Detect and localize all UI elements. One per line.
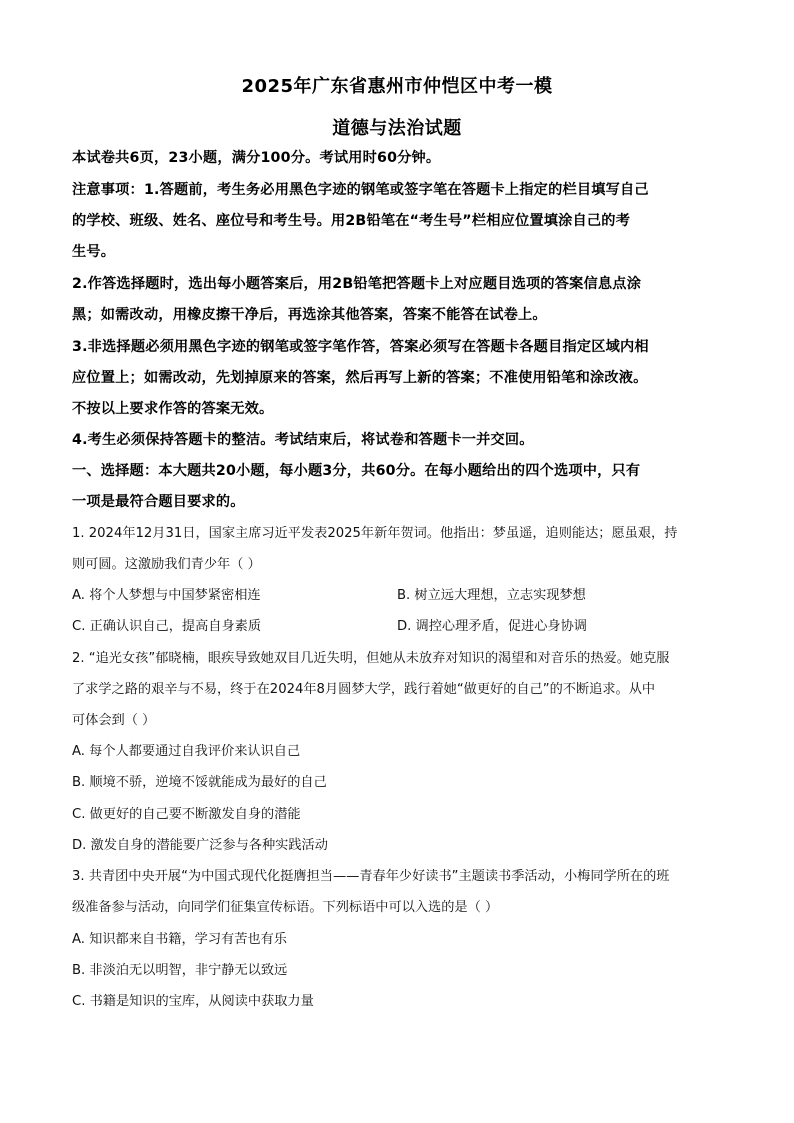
notice-line: 的学校、班级、姓名、座位号和考生号。用2B铅笔在“考生号”栏相应位置填涂自己的考 <box>72 213 631 229</box>
question-1-option-a: A. 将个人梦想与中国梦紧密相连 <box>72 588 261 603</box>
exam-summary: 本试卷共6页，23小题，满分100分。考试用时60分钟。 <box>72 150 441 166</box>
notice-line: 黑；如需改动，用橡皮擦干净后，再选涂其他答案，答案不能答在试卷上。 <box>72 307 547 323</box>
question-1-stem: 1. 2024年12月31日，国家主席习近平发表2025年新年贺词。他指出：梦虽遥，追则能达；愿虽艰，持 <box>72 526 678 541</box>
question-2-stem: 2. “追光女孩”郁晓楠，眼疾导致她双目几近失明，但她从未放弃对知识的渴望和对音乐的热爱。她克服 <box>72 651 670 666</box>
question-2-option-c: C. 做更好的自己要不断激发自身的潜能 <box>72 807 301 822</box>
question-2-option-d: D. 激发自身的潜能要广泛参与各种实践活动 <box>72 838 328 853</box>
question-1-option-c: C. 正确认识自己，提高自身素质 <box>72 619 262 634</box>
question-3-stem: 级准备参与活动，向同学们征集宣传标语。下列标语中可以入选的是（ ） <box>72 900 499 915</box>
notice-line: 注意事项：1.答题前，考生务必用黑色字迹的钢笔或签字笔在答题卡上指定的栏目填写自己 <box>72 182 649 198</box>
notice-line: 生号。 <box>72 244 116 260</box>
section-heading: 一、选择题：本大题共20小题，每小题3分，共60分。在每小题给出的四个选项中，只有 <box>72 463 641 479</box>
question-3-option-b: B. 非淡泊无以明智，非宁静无以致远 <box>72 963 288 978</box>
question-3-option-a: A. 知识都来自书籍，学习有苦也有乐 <box>72 932 287 947</box>
question-1-option-b: B. 树立远大理想，立志实现梦想 <box>397 588 586 603</box>
question-2-stem: 可体会到（ ） <box>72 713 156 728</box>
question-1-stem: 则可圆。这激励我们青少年（ ） <box>72 557 261 572</box>
exam-title: 2025年广东省惠州市仲恺区中考一模 <box>241 76 553 97</box>
question-2-option-a: A. 每个人都要通过自我评价来认识自己 <box>72 744 301 759</box>
section-heading: 一项是最符合题目要求的。 <box>72 494 245 510</box>
question-2-stem: 了求学之路的艰辛与不易，终于在2024年8月圆梦大学，践行着她“做更好的自己”的不断追求。从中 <box>72 682 656 697</box>
notice-line: 3.非选择题必须用黑色字迹的钢笔或签字笔作答，答案必须写在答题卡各题目指定区域内相 <box>72 339 649 355</box>
question-1-option-d: D. 调控心理矛盾，促进心身协调 <box>397 619 587 634</box>
notice-line: 不按以上要求作答的答案无效。 <box>72 401 274 417</box>
notice-line: 4.考生必须保持答题卡的整洁。考试结束后，将试卷和答题卡一并交回。 <box>72 432 534 448</box>
question-3-stem: 3. 共青团中央开展“为中国式现代化挺膺担当——青春年少好读书”主题读书季活动，小梅同学所在的班 <box>72 869 670 884</box>
exam-subtitle: 道德与法治试题 <box>332 118 462 139</box>
notice-line: 应位置上；如需改动，先划掉原来的答案，然后再写上新的答案；不准使用铅笔和涂改液。 <box>72 370 648 386</box>
question-2-option-b: B. 顺境不骄，逆境不馁就能成为最好的自己 <box>72 775 327 790</box>
question-3-option-c: C. 书籍是知识的宝库，从阅读中获取力量 <box>72 994 314 1009</box>
notice-line: 2.作答选择题时，选出每小题答案后，用2B铅笔把答题卡上对应题目选项的答案信息点涂 <box>72 276 642 292</box>
